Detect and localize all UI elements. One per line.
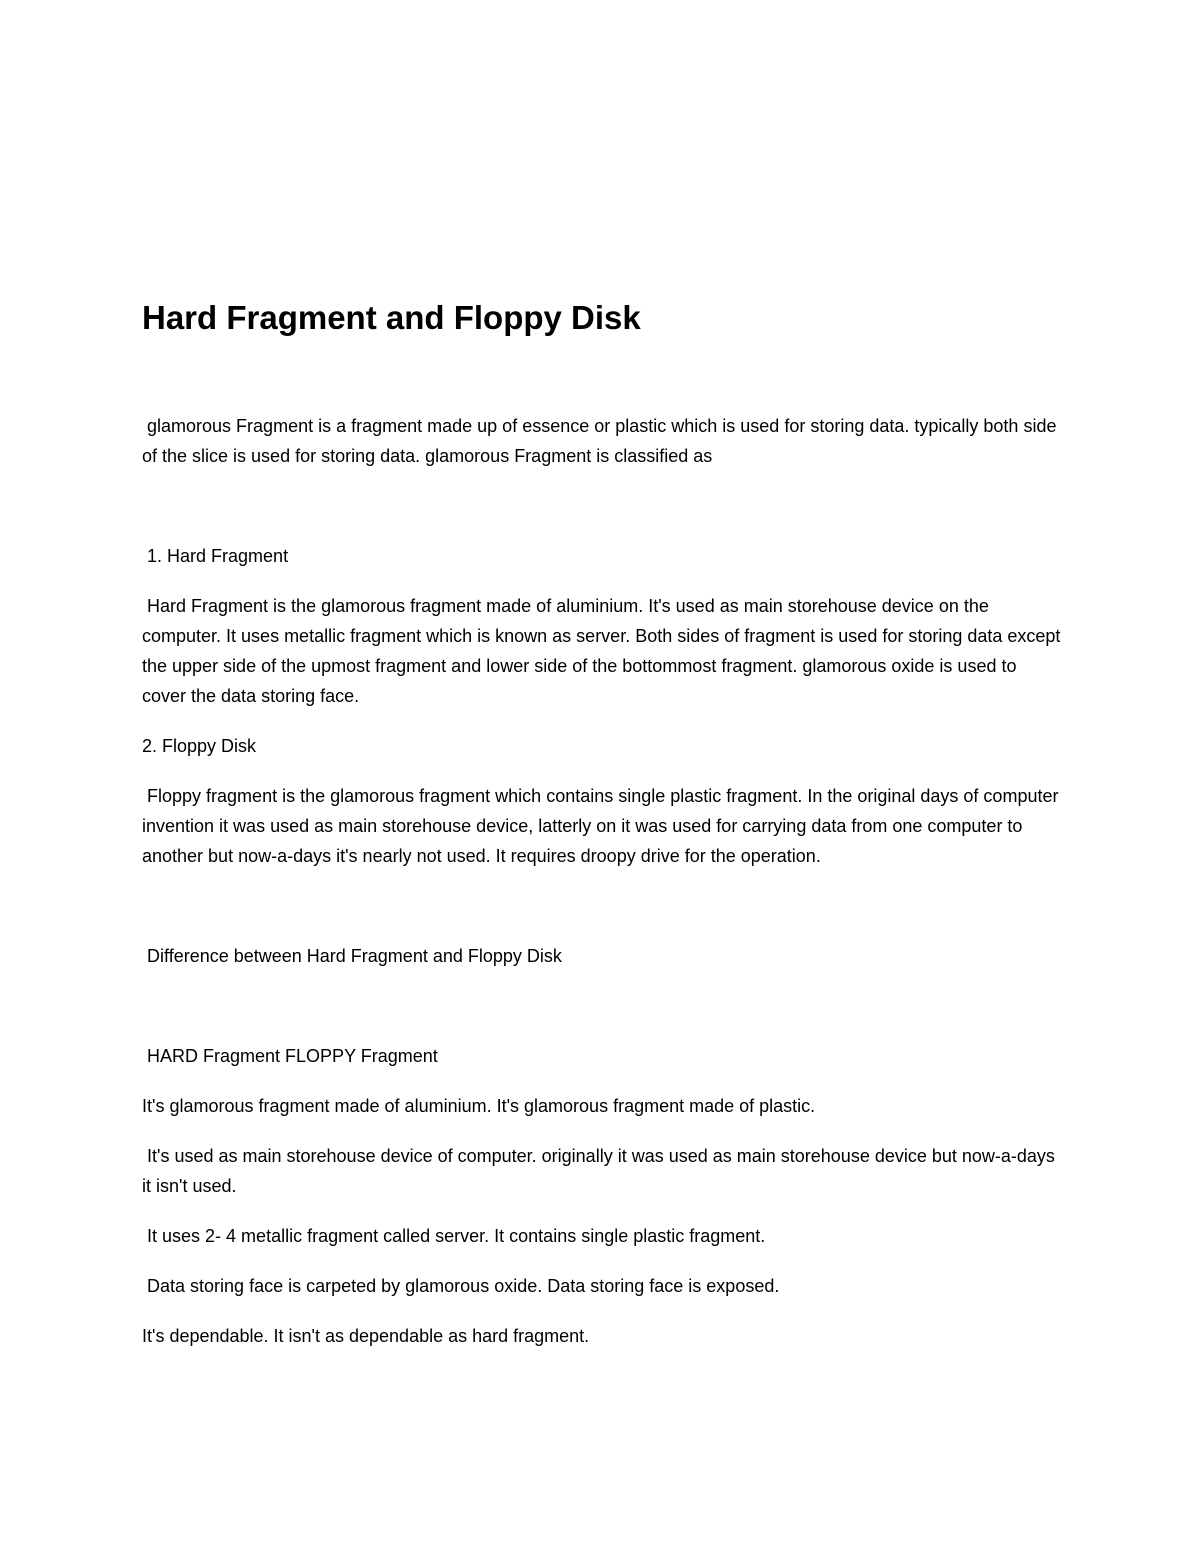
difference-heading: Difference between Hard Fragment and Floppy Disk: [142, 946, 562, 966]
document-body: [142, 295, 1066, 1351]
comparison-row: It's used as main storehouse device of computer. originally it was used as main storehouse device but now-a-days it isn't used.: [142, 1146, 1060, 1196]
comparison-row: It's glamorous fragment made of aluminium. It's glamorous fragment made of plastic.: [142, 1096, 816, 1116]
document-title: Hard Fragment and Floppy Disk: [142, 299, 641, 336]
comparison-row: It's dependable. It isn't as dependable as hard fragment.: [142, 1326, 590, 1346]
item1-heading: 1. Hard Fragment: [142, 546, 289, 566]
item1-paragraph: Hard Fragment is the glamorous fragment made of aluminium. It's used as main storehouse device on the computer. It uses metallic fragment which is known as server. Both sides of fragment is used for storing data except the upper side of the upmost fragment and lower side of the bottommost fragment. glamorous oxide is used to cover the data storing face.: [142, 596, 1066, 706]
comparison-header: HARD Fragment FLOPPY Fragment: [142, 1046, 438, 1066]
item2-heading: 2. Floppy Disk: [142, 736, 257, 756]
item2-paragraph: Floppy fragment is the glamorous fragment which contains single plastic fragment. In the original days of computer invention it was used as main storehouse device, latterly on it was used for carrying data from one computer to another but now-a-days it's nearly not used. It requires droopy drive for the operation.: [142, 786, 1064, 866]
comparison-row: Data storing face is carpeted by glamorous oxide. Data storing face is exposed.: [142, 1276, 780, 1296]
intro-paragraph: glamorous Fragment is a fragment made up of essence or plastic which is used for storing data. typically both side of the slice is used for storing data. glamorous Fragment is classified as: [142, 416, 1062, 466]
comparison-row: It uses 2- 4 metallic fragment called server. It contains single plastic fragment.: [142, 1226, 766, 1246]
